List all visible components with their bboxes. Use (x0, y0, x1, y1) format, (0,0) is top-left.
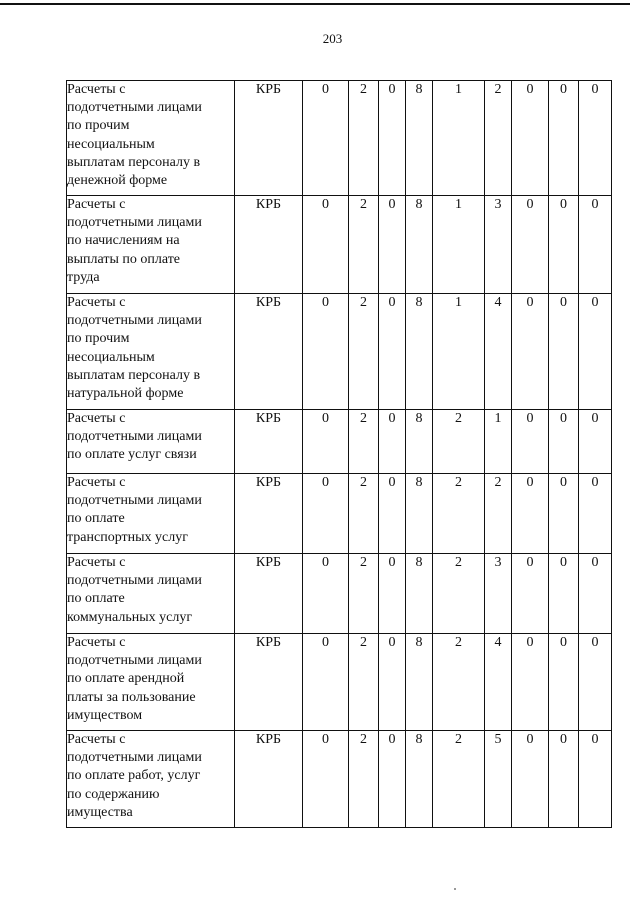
account-digit-cell: 0 (512, 474, 549, 554)
account-digit-cell: 2 (349, 294, 379, 410)
table-row (67, 634, 612, 731)
account-description (67, 294, 235, 410)
account-description (67, 731, 235, 828)
account-description (67, 81, 235, 196)
description-line: выплатам персоналу в (67, 154, 201, 170)
account-digit-cell: 0 (579, 731, 612, 828)
table-row (67, 294, 612, 410)
description-line: Расчеты с (67, 82, 126, 97)
description-line: подотчетными лицами (67, 429, 202, 445)
account-digit-cell: 8 (406, 294, 433, 410)
account-digit-cell: 0 (549, 731, 579, 828)
account-digit-cell: 2 (349, 731, 379, 828)
account-description (67, 410, 235, 474)
account-code-label: КРБ (235, 81, 303, 196)
description-line: выплаты по оплате (67, 251, 181, 267)
description-line: денежной форме (67, 173, 168, 189)
account-digit-cell: 2 (433, 474, 485, 554)
account-digit-cell: 1 (433, 81, 485, 196)
account-digit-cell: 0 (303, 81, 349, 196)
account-digit-cell: 0 (549, 410, 579, 474)
account-digit-cell: 2 (349, 634, 379, 731)
account-description (67, 634, 235, 731)
account-digit-cell: 2 (485, 474, 512, 554)
account-digit-cell: 8 (406, 196, 433, 294)
account-digit-cell: 0 (303, 474, 349, 554)
account-digit-cell: 2 (433, 410, 485, 474)
description-line: по оплате услуг связи (67, 447, 197, 463)
account-digit-cell: 0 (379, 554, 406, 634)
description-line: имущества (67, 804, 133, 820)
account-code-label: КРБ (235, 554, 303, 634)
description-line: подотчетными лицами (67, 313, 202, 329)
account-digit-cell: 0 (303, 731, 349, 828)
account-digit-cell: 8 (406, 554, 433, 634)
account-digit-cell: 0 (379, 731, 406, 828)
account-digit-cell: 1 (433, 294, 485, 410)
description-line: Расчеты с (67, 295, 126, 310)
account-code-label: КРБ (235, 294, 303, 410)
account-digit-cell: 2 (485, 81, 512, 196)
account-digit-cell: 0 (512, 81, 549, 196)
account-digit-cell: 0 (549, 634, 579, 731)
account-digit-cell: 0 (579, 294, 612, 410)
description-line: труда (67, 269, 100, 285)
account-digit-cell: 0 (303, 634, 349, 731)
account-digit-cell: 3 (485, 554, 512, 634)
account-digit-cell: 2 (433, 554, 485, 634)
description-line: по оплате (67, 591, 125, 607)
description-line: Расчеты с (67, 411, 126, 426)
description-line: по оплате арендной (67, 671, 185, 687)
description-line: несоциальным (67, 349, 155, 365)
account-digit-cell: 0 (579, 554, 612, 634)
description-line: подотчетными лицами (67, 750, 202, 766)
description-line: платы за пользование (67, 689, 196, 705)
account-digit-cell: 8 (406, 81, 433, 196)
description-line: подотчетными лицами (67, 653, 202, 669)
account-code-label: КРБ (235, 196, 303, 294)
description-line: по прочим (67, 331, 130, 347)
description-line: Расчеты с (67, 197, 126, 212)
account-code-label: КРБ (235, 634, 303, 731)
scan-artifact-dot (454, 888, 456, 890)
account-digit-cell: 2 (349, 554, 379, 634)
account-description (67, 196, 235, 294)
account-digit-cell: 3 (485, 196, 512, 294)
account-codes-table (66, 80, 612, 828)
description-line: Расчеты с (67, 475, 126, 490)
account-digit-cell: 8 (406, 634, 433, 731)
account-digit-cell: 2 (349, 410, 379, 474)
table-body (67, 81, 612, 828)
account-digit-cell: 0 (303, 196, 349, 294)
account-digit-cell: 2 (349, 474, 379, 554)
account-description (67, 554, 235, 634)
description-line: Расчеты с (67, 555, 126, 570)
account-description (67, 474, 235, 554)
account-digit-cell: 0 (549, 81, 579, 196)
description-line: транспортных услуг (67, 529, 188, 545)
table-row (67, 474, 612, 554)
description-line: подотчетными лицами (67, 493, 202, 509)
description-line: коммунальных услуг (67, 609, 193, 625)
description-line: по оплате работ, услуг (67, 768, 201, 784)
account-digit-cell: 0 (379, 294, 406, 410)
account-digit-cell: 2 (433, 634, 485, 731)
account-digit-cell: 0 (512, 196, 549, 294)
description-line: Расчеты с (67, 635, 126, 650)
description-line: выплатам персоналу в (67, 367, 201, 383)
account-digit-cell: 0 (549, 474, 579, 554)
account-digit-cell: 2 (349, 81, 379, 196)
description-line: подотчетными лицами (67, 215, 202, 231)
account-digit-cell: 0 (512, 731, 549, 828)
account-digit-cell: 0 (579, 410, 612, 474)
account-digit-cell: 0 (549, 196, 579, 294)
description-line: несоциальным (67, 136, 155, 152)
account-digit-cell: 0 (379, 474, 406, 554)
description-line: по содержанию (67, 786, 160, 802)
account-digit-cell: 0 (512, 554, 549, 634)
top-edge-line (0, 3, 630, 5)
description-line: по начислениям на (67, 233, 180, 249)
account-digit-cell: 0 (579, 634, 612, 731)
account-digit-cell: 0 (512, 634, 549, 731)
account-digit-cell: 4 (485, 294, 512, 410)
description-line: подотчетными лицами (67, 100, 202, 116)
account-digit-cell: 0 (379, 410, 406, 474)
description-line: подотчетными лицами (67, 573, 202, 589)
page-number: 203 (322, 31, 343, 46)
account-digit-cell: 1 (433, 196, 485, 294)
account-code-label: КРБ (235, 474, 303, 554)
account-digit-cell: 0 (379, 81, 406, 196)
account-digit-cell: 0 (303, 410, 349, 474)
account-digit-cell: 0 (579, 81, 612, 196)
table-row (67, 554, 612, 634)
account-digit-cell: 0 (379, 196, 406, 294)
table-row (67, 196, 612, 294)
account-digit-cell: 1 (485, 410, 512, 474)
account-digit-cell: 0 (512, 410, 549, 474)
account-digit-cell: 8 (406, 410, 433, 474)
table-row (67, 731, 612, 828)
description-line: Расчеты с (67, 732, 126, 747)
account-digit-cell: 0 (512, 294, 549, 410)
table-row (67, 81, 612, 196)
account-digit-cell: 2 (349, 196, 379, 294)
account-digit-cell: 0 (549, 554, 579, 634)
account-code-label: КРБ (235, 410, 303, 474)
account-digit-cell: 0 (303, 294, 349, 410)
account-code-label: КРБ (235, 731, 303, 828)
account-digit-cell: 4 (485, 634, 512, 731)
account-digit-cell: 0 (379, 634, 406, 731)
account-digit-cell: 0 (549, 294, 579, 410)
description-line: имуществом (67, 707, 143, 723)
account-digit-cell: 8 (406, 731, 433, 828)
description-line: натуральной форме (67, 386, 184, 402)
account-digit-cell: 0 (579, 196, 612, 294)
account-digit-cell: 0 (303, 554, 349, 634)
account-digit-cell: 8 (406, 474, 433, 554)
account-digit-cell: 5 (485, 731, 512, 828)
description-line: по прочим (67, 118, 130, 134)
description-line: по оплате (67, 511, 125, 527)
table-row (67, 410, 612, 474)
account-digit-cell: 0 (579, 474, 612, 554)
account-digit-cell: 2 (433, 731, 485, 828)
